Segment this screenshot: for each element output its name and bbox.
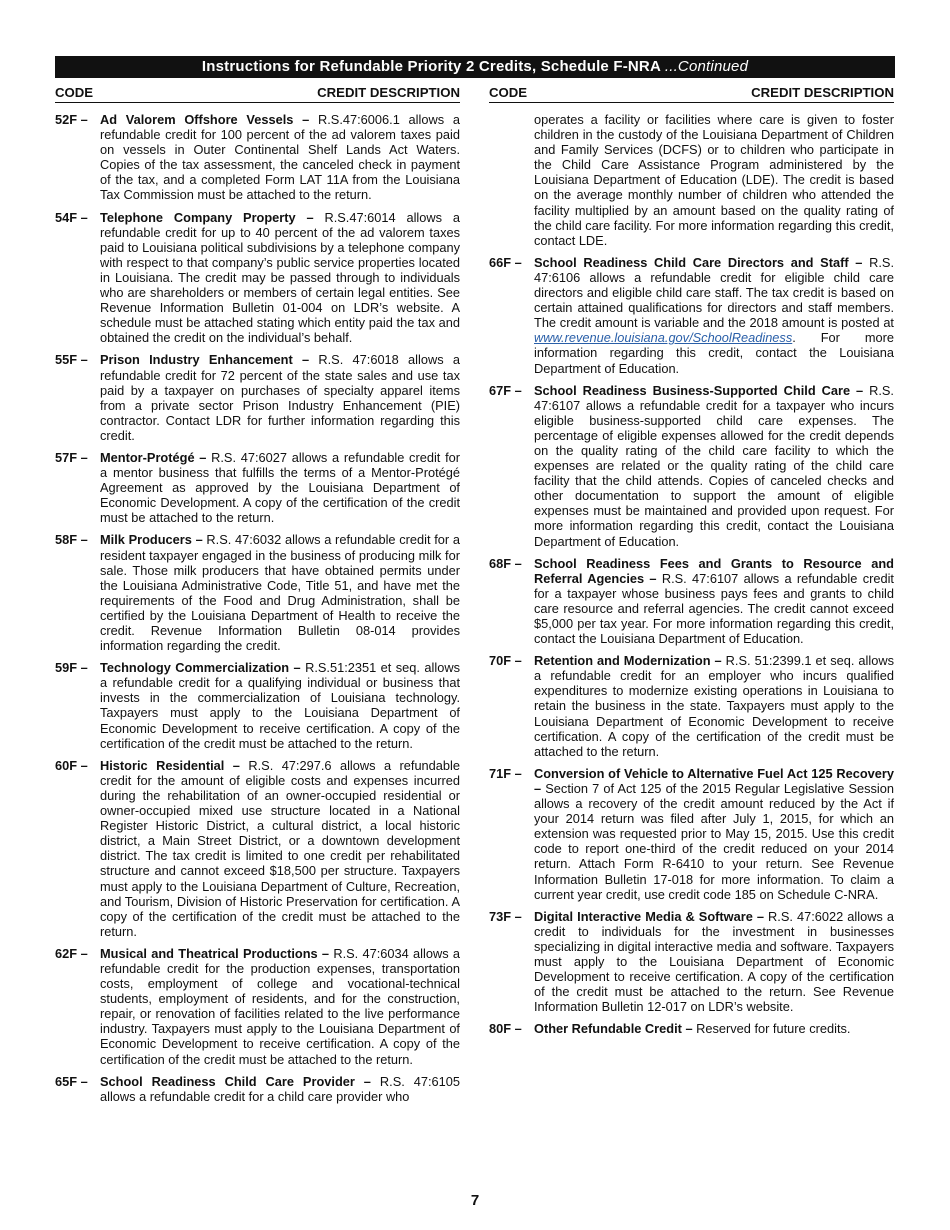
credit-text: R.S. 47:6105 allows a refundable credit for a child care provider who (100, 1073, 460, 1104)
credit-title: Milk Producers – (100, 532, 203, 548)
credit-code: 62F – (55, 945, 88, 961)
credit-code: 58F – (55, 532, 88, 548)
credit-title: Telephone Company Property – (100, 209, 314, 225)
credit-description (100, 758, 460, 939)
credit-text: R.S. 47:6107 allows a refundable credit for a taxpayer who incurs eligible business-supported child care expenses. The percentage of eligible expenses allowed for the credit depends on the quality rating of the child care facility to which the expenses are related or the quality rating of the child care facility that the child attends. Copies of canceled checks and other documentation to support the amount of eligible expenses must be maintained and provided upon request. For more information regarding this credit, contact the Louisiana Department of Education. (534, 382, 894, 549)
credit-text: R.S.47:6014 allows a refundable credit for up to 40 percent of the ad valorem taxes paid to Louisiana political subdivisions by a telephone company with respect to that company’s public service properties located in Louisiana. The credit may be passed through to individuals who are shareholders or members of certain legal entities. See Revenue Information Bulletin 01-004 on LDR’s website. A schedule must be attached stating which entity paid the tax and obtained the credit on the individual’s behalf. (100, 209, 460, 346)
school-readiness-link[interactable]: www.revenue.louisiana.gov/SchoolReadiness (534, 330, 793, 346)
description-heading: CREDIT DESCRIPTION (317, 85, 460, 100)
credit-description (100, 112, 460, 203)
credit-code: 55F – (55, 352, 88, 368)
left-column (55, 85, 460, 1111)
credit-entry (55, 352, 460, 443)
credit-description (100, 210, 460, 346)
credit-description (534, 255, 894, 376)
credit-code: 70F – (489, 653, 522, 669)
credit-code: 65F – (55, 1073, 88, 1089)
credit-entry (489, 556, 894, 647)
credit-entry (489, 1021, 894, 1036)
credit-description (100, 450, 460, 525)
credit-entry (489, 255, 894, 376)
credit-title: School Readiness Fees and Grants to Resource and Referral Agencies – (534, 555, 894, 586)
right-column (489, 85, 894, 1043)
continued-label: ...Continued (664, 58, 749, 75)
credit-code: 71F – (489, 765, 522, 781)
credit-text: R.S. 47:6106 allows a refundable credit for eligible child care directors and eligible child care staff. The tax credit is based on certain attained qualifications for directors and staff members. The credit amount is variable and the 2018 amount is posted at (534, 254, 894, 331)
right-credit-list (489, 383, 894, 1037)
credit-text-end: . For more information regarding this credit, contact the Louisiana Department of Education. (534, 330, 894, 376)
description-heading: CREDIT DESCRIPTION (751, 85, 894, 100)
credit-text: Section 7 of Act 125 of the 2015 Regular Legislative Session allows a recovery of the credit amount reduced by the Act if your 2014 return was filed after July 1, 2015, for which an extension was requested prior to May 15, 2015. Use this credit code to report one-third of the credit reduced on your 2014 return. Attach Form R-6410 to your return. See Revenue Information Bulletin 17-018 for more information. To claim a current year credit, use credit code 185 on Schedule C-NRA. (534, 780, 894, 902)
credit-text: R.S.47:6006.1 allows a refundable credit for 100 percent of the ad valorem taxes paid on vessels in Outer Continental Shelf Lands Act Waters. Copies of the tax assessment, the canceled check in payment of the tax, and a completed Form LAT 11A from the Louisiana Tax Commission must be attached to the return. (100, 112, 460, 203)
credit-text: Reserved for future credits. (692, 1021, 851, 1037)
credit-text: R.S.51:2351 et seq. allows a refundable credit for a qualifying individual or business that invests in the commercialization of Louisiana technology. Taxpayers must apply to the Louisiana Department of Economic Development to receive certification. A copy of the certification of the credit must be attached to the return. (100, 660, 460, 751)
credit-title: Other Refundable Credit – (534, 1021, 693, 1037)
credit-code: 66F – (489, 254, 522, 270)
credit-entry (55, 946, 460, 1067)
credit-title: Digital Interactive Media & Software – (534, 908, 764, 924)
credit-title: Conversion of Vehicle to Alternative Fuel Act 125 Recovery – (534, 765, 894, 796)
credit-title: Retention and Modernization – (534, 653, 722, 669)
credit-description (100, 946, 460, 1067)
credit-text: R.S. 47:6107 allows a refundable credit for a taxpayer whose business pays fees and grants to child care resource and referral agencies. The credit cannot exceed $5,000 per tax year. For more information regarding this credit, contact the Louisiana Department of Education. (534, 570, 894, 647)
credit-text: R.S. 47:6034 allows a refundable credit for the production expenses, transportation costs, employment of college and vocational-technical students, employment of residents, and for the construction, repair, or renovation of facilities related to the live performance industry. Taxpayers must apply to the Louisiana Department of Economic Development to receive certification. A copy of the certification of the credit must be attached to the return. (100, 945, 460, 1067)
left-credit-list (55, 112, 460, 1104)
credit-description (534, 766, 894, 902)
credit-title: Ad Valorem Offshore Vessels – (100, 112, 310, 127)
left-column-header (55, 85, 460, 103)
code-heading: CODE (55, 85, 94, 100)
credit-code: 67F – (489, 382, 522, 398)
credit-entry (55, 660, 460, 751)
page-title-bar (55, 56, 895, 78)
credit-text: R.S. 47:6027 allows a refundable credit for a mentor business that fulfills the terms of a Mentor-Protégé Agreement as approved by the Louisiana Department of Economic Development. A copy of the certification of the credit must be attached to the return. (100, 449, 460, 526)
credit-description (534, 556, 894, 647)
credit-entry (55, 450, 460, 525)
credit-description (100, 352, 460, 443)
credit-entry (489, 383, 894, 549)
right-column-header (489, 85, 894, 103)
credit-code: 80F – (489, 1021, 522, 1037)
credit-description (534, 1021, 894, 1036)
continued-entry-text: operates a facility or facilities where care is given to foster children in the custody of the Louisiana Department of Children and Family Services (DCFS) or to children who participate in the Child Care Assistance Program administered by the Louisiana Department of Education (LDE). The credit is based on the average monthly number of children who attended the facility multiplied by an amount based on the quality rating of the child care facility. For more information regarding this credit, contact LDE. (534, 112, 894, 248)
credit-title: Musical and Theatrical Productions – (100, 945, 330, 961)
credit-description (100, 660, 460, 751)
credit-description (534, 909, 894, 1015)
credit-entry (489, 653, 894, 759)
credit-entry (55, 1074, 460, 1104)
credit-code: 68F – (489, 555, 522, 571)
code-heading: CODE (489, 85, 528, 100)
credit-title: School Readiness Business-Supported Child Care – (534, 382, 864, 398)
page-number: 7 (470, 1192, 480, 1209)
credit-code: 54F – (55, 209, 88, 225)
credit-title: School Readiness Child Care Provider – (100, 1073, 371, 1089)
credit-code: 73F – (489, 908, 522, 924)
credit-entry (55, 210, 460, 346)
credit-text: R.S. 47:6022 allows a credit to individuals for the investment in businesses specializing in digital interactive media and software. Taxpayers must apply to the Louisiana Department of Economic Development to receive certification. A copy of the certification of the credit must be attached to the return. See Revenue Information Bulletin 12-017 on LDR’s website. (534, 908, 894, 1015)
credit-code: 52F – (55, 112, 88, 127)
credit-entry (489, 909, 894, 1015)
credit-title: Historic Residential – (100, 757, 240, 773)
page-title: Instructions for Refundable Priority 2 Credits, Schedule F-NRA (201, 58, 661, 75)
credit-title: Technology Commercialization – (100, 660, 301, 676)
credit-description (100, 1074, 460, 1104)
credit-text: R.S. 47:6032 allows a refundable credit for a resident taxpayer engaged in the business of producing milk for sale. Those milk producers that have obtained permits under the Louisiana Administrative Code, Title 51, and have met the requirements of the Food and Drug Administration, shall be certified by the Louisiana Department of Health to receive the credit. Revenue Information Bulletin 08-014 provides information regarding the credit. (100, 532, 460, 654)
credit-code: 60F – (55, 757, 88, 773)
credit-title: School Readiness Child Care Directors and Staff – (534, 254, 863, 270)
credit-code: 57F – (55, 449, 88, 465)
credit-entry (55, 758, 460, 939)
credit-entry (55, 532, 460, 653)
credit-entry (489, 766, 894, 902)
credit-entry (55, 112, 460, 203)
credit-text: R.S. 51:2399.1 et seq. allows a refundable credit for an employer who incurs qualified expenditures to modernize existing operations in Louisiana to retain the business in the state. Taxpayers must apply to the Louisiana Department of Economic Development to receive certification. A copy of the certification of the credit must be attached to the return. (534, 653, 894, 759)
credit-description (534, 653, 894, 759)
credit-title: Prison Industry Enhancement – (100, 352, 310, 368)
credit-description (100, 532, 460, 653)
credit-description (534, 383, 894, 549)
credit-text: R.S. 47:297.6 allows a refundable credit for the amount of eligible costs and expenses incurred during the rehabilitation of an owner-occupied residential or owner-occupied mixed use structure located in a National Register Historic District, a cultural district, a local historic district, a Main Street District, or a downtown development district. The tax credit is limited to one credit per rehabilitated structure and cannot exceed $18,500 per structure. Taxpayers must apply to the Louisiana Department of Culture, Recreation, and Tourism, Division of Historic Preservation for certification. A copy of the certification of the credit must be attached to the return. (100, 757, 460, 939)
credit-text: R.S. 47:6018 allows a refundable credit for 72 percent of the state sales and use tax paid by a taxpayer on purchases of specialty apparel items from a private sector Prison Industry Enhancement (PIE) contractor. Contact LDR for further information regarding this credit. (100, 352, 460, 443)
credit-title: Mentor-Protégé – (100, 449, 207, 465)
credit-code: 59F – (55, 660, 88, 676)
